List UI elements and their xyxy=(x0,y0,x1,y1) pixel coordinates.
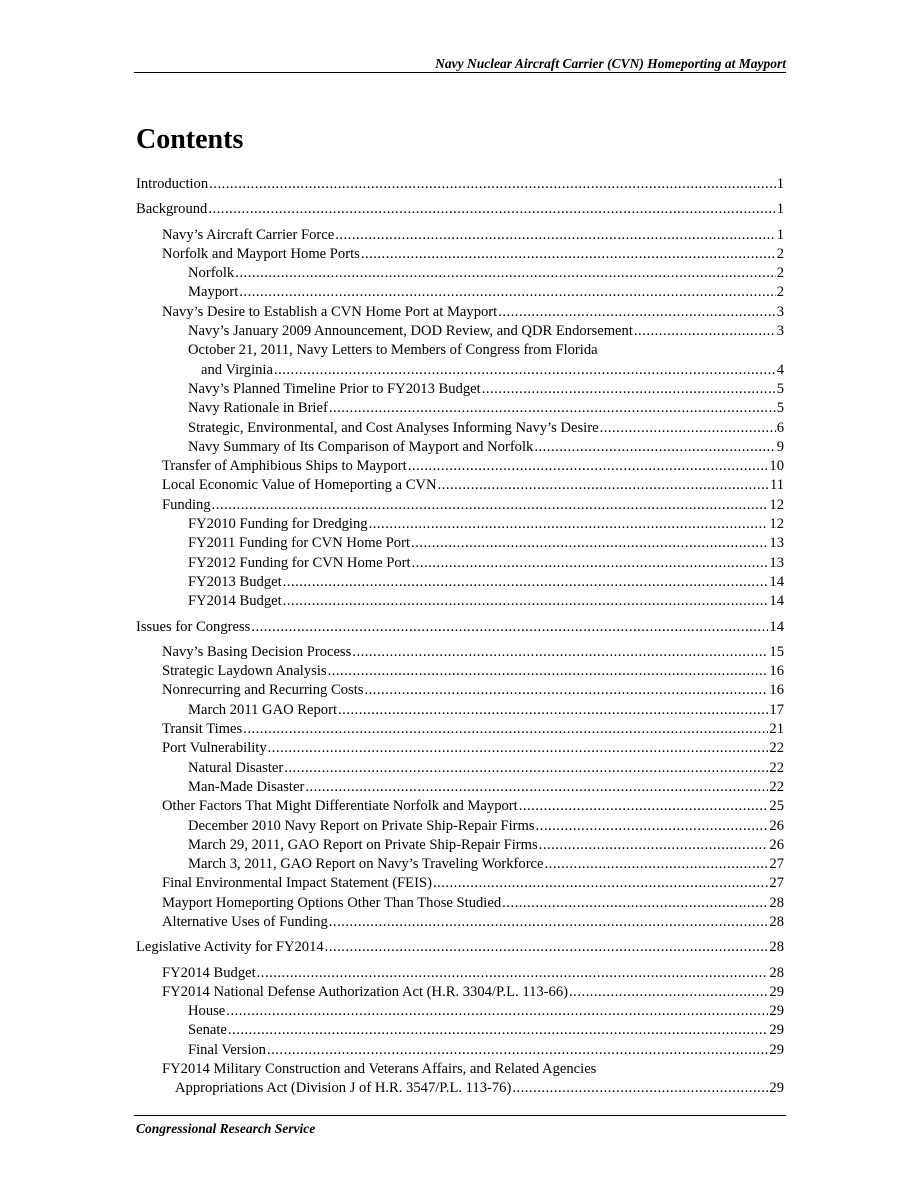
toc-page-number: 14 xyxy=(769,618,784,635)
toc-page-number: 25 xyxy=(769,798,784,815)
dot-leader xyxy=(305,778,768,797)
toc-page-number: 27 xyxy=(769,856,784,873)
dot-leader xyxy=(335,226,775,245)
toc-page-number: 21 xyxy=(769,721,784,738)
toc-entry[interactable] xyxy=(136,618,784,637)
dot-leader xyxy=(545,855,769,874)
toc-entry[interactable] xyxy=(136,817,784,836)
dot-leader xyxy=(274,361,776,380)
toc-page-number: 15 xyxy=(769,643,784,660)
toc-page-number: 6 xyxy=(776,419,784,436)
running-header-title: Navy Nuclear Aircraft Carrier (CVN) Homeporting at Mayport xyxy=(435,56,786,71)
toc-page-number: 22 xyxy=(769,759,784,776)
toc-entry[interactable] xyxy=(136,778,784,797)
toc-entry[interactable] xyxy=(136,303,784,322)
footer-rule xyxy=(134,1115,786,1116)
toc-entry[interactable] xyxy=(136,662,784,681)
dot-leader xyxy=(208,200,775,219)
toc-page-number: 1 xyxy=(776,201,784,218)
toc-page-number: 12 xyxy=(769,496,784,513)
dot-leader xyxy=(569,983,768,1002)
toc-page-number: 4 xyxy=(776,361,784,378)
toc-entry-title: Issues for Congress xyxy=(136,618,251,635)
toc-page-number: 22 xyxy=(769,778,784,795)
toc-page-number: 17 xyxy=(769,701,784,718)
dot-leader xyxy=(534,438,775,457)
toc-entry[interactable] xyxy=(136,938,784,957)
toc-entry[interactable] xyxy=(136,797,784,816)
dot-leader xyxy=(539,836,769,855)
toc-entry[interactable] xyxy=(136,759,784,778)
toc-page-number: 26 xyxy=(769,836,784,853)
toc-entry-title: FY2014 National Defense Authorization Act (H.R. 3304/P.L. 113-66) xyxy=(162,983,569,1000)
toc-entry-title: FY2014 Budget xyxy=(188,593,282,610)
dot-leader xyxy=(364,681,768,700)
toc-entry[interactable] xyxy=(136,496,784,515)
toc-entry-title: Natural Disaster xyxy=(188,759,284,776)
toc-entry-title-line: FY2014 Military Construction and Veterans Affairs, and Related Agencies xyxy=(162,1061,597,1078)
toc-entry-title: Senate xyxy=(188,1022,227,1039)
toc-entry-title: Norfolk xyxy=(188,265,235,282)
dot-leader xyxy=(284,759,768,778)
dot-leader xyxy=(634,322,776,341)
toc-entry-title: Funding xyxy=(162,496,211,513)
toc-page-number: 27 xyxy=(769,875,784,892)
toc-entry-title: Navy’s January 2009 Announcement, DOD Review, and QDR Endorsement xyxy=(188,323,633,340)
toc-entry[interactable] xyxy=(136,554,784,573)
dot-leader xyxy=(412,554,769,573)
toc-entry[interactable] xyxy=(136,283,784,302)
dot-leader xyxy=(512,1079,768,1098)
toc-entry-title: House xyxy=(188,1003,226,1020)
toc-page-number: 2 xyxy=(776,245,784,262)
dot-leader xyxy=(361,245,776,264)
toc-entry[interactable] xyxy=(136,1041,784,1060)
dot-leader xyxy=(502,894,768,913)
toc-entry-title: Transit Times xyxy=(162,721,243,738)
toc-page-number: 28 xyxy=(769,964,784,981)
dot-leader xyxy=(228,1021,769,1040)
toc-entry-title-line: October 21, 2011, Navy Letters to Members of Congress from Florida xyxy=(188,342,598,359)
toc-entry-title: March 2011 GAO Report xyxy=(188,701,338,718)
toc-entry-title: FY2013 Budget xyxy=(188,573,282,590)
toc-entry-title: Background xyxy=(136,201,208,218)
dot-leader xyxy=(226,1002,768,1021)
toc-page-number: 5 xyxy=(776,400,784,417)
toc-entry-title: March 29, 2011, GAO Report on Private Ship-Repair Firms xyxy=(188,836,538,853)
toc-entry[interactable] xyxy=(136,175,784,194)
toc-entry-title: Navy’s Planned Timeline Prior to FY2013 Budget xyxy=(188,380,481,397)
toc-entry-title: Mayport Homeporting Options Other Than Those Studied xyxy=(162,894,502,911)
toc-entry[interactable] xyxy=(136,419,784,438)
dot-leader xyxy=(433,874,768,893)
toc-entry[interactable] xyxy=(136,573,784,592)
toc-entry[interactable] xyxy=(136,1079,784,1098)
dot-leader xyxy=(328,662,769,681)
dot-leader xyxy=(268,739,769,758)
toc-entry[interactable] xyxy=(136,681,784,700)
dot-leader xyxy=(283,573,769,592)
toc-entry-title: Other Factors That Might Differentiate Norfolk and Mayport xyxy=(162,798,518,815)
toc-entry-title: Strategic, Environmental, and Cost Analyses Informing Navy’s Desire xyxy=(188,419,599,436)
page-title: Contents xyxy=(136,124,244,155)
toc-entry[interactable] xyxy=(136,476,784,495)
toc-entry[interactable] xyxy=(136,894,784,913)
toc-entry[interactable] xyxy=(136,200,784,219)
toc-entry-title: Final Version xyxy=(188,1041,266,1058)
dot-leader xyxy=(369,515,769,534)
toc-entry[interactable] xyxy=(136,245,784,264)
toc-page-number: 14 xyxy=(769,593,784,610)
dot-leader xyxy=(408,457,769,476)
dot-leader xyxy=(267,1041,768,1060)
toc-page-number: 28 xyxy=(769,913,784,930)
dot-leader xyxy=(338,701,768,720)
toc-page-number: 29 xyxy=(769,1003,784,1020)
dot-leader xyxy=(209,175,776,194)
dot-leader xyxy=(352,643,768,662)
dot-leader xyxy=(235,264,775,283)
toc-entry-title-continuation: and Virginia xyxy=(201,361,273,378)
dot-leader xyxy=(600,419,776,438)
toc-page-number: 2 xyxy=(776,265,784,282)
toc-page-number: 3 xyxy=(776,303,784,320)
toc-page-number: 10 xyxy=(769,458,784,475)
dot-leader xyxy=(212,496,769,515)
toc-entry-title: Norfolk and Mayport Home Ports xyxy=(162,245,360,262)
dot-leader xyxy=(243,720,768,739)
table-of-contents xyxy=(136,175,784,1099)
toc-page-number: 16 xyxy=(769,682,784,699)
toc-entry[interactable] xyxy=(136,913,784,932)
toc-page-number: 9 xyxy=(776,438,784,455)
dot-leader xyxy=(251,618,768,637)
toc-entry-title: Strategic Laydown Analysis xyxy=(162,663,327,680)
toc-page-number: 29 xyxy=(769,1022,784,1039)
toc-page-number: 28 xyxy=(769,894,784,911)
toc-entry[interactable] xyxy=(136,836,784,855)
toc-entry[interactable] xyxy=(136,534,784,553)
dot-leader xyxy=(519,797,769,816)
toc-entry-title-continuation: Appropriations Act (Division J of H.R. 3547/P.L. 113-76) xyxy=(175,1080,512,1097)
toc-entry-title: FY2010 Funding for Dredging xyxy=(188,516,368,533)
toc-entry[interactable] xyxy=(136,592,784,611)
toc-entry-title: Introduction xyxy=(136,176,209,192)
toc-page-number: 26 xyxy=(769,817,784,834)
toc-page-number: 12 xyxy=(769,516,784,533)
dot-leader xyxy=(257,964,769,983)
toc-entry-title: Final Environmental Impact Statement (FEIS) xyxy=(162,875,432,892)
dot-leader xyxy=(411,534,768,553)
toc-entry-title: Alternative Uses of Funding xyxy=(162,913,328,930)
toc-entry-title: FY2011 Funding for CVN Home Port xyxy=(188,535,411,552)
dot-leader xyxy=(325,938,769,957)
toc-entry-title: Navy’s Aircraft Carrier Force xyxy=(162,226,335,243)
header-rule xyxy=(134,72,786,73)
toc-entry[interactable] xyxy=(136,983,784,1002)
toc-entry-title: Navy’s Desire to Establish a CVN Home Port at Mayport xyxy=(162,303,498,320)
toc-entry[interactable] xyxy=(136,264,784,283)
toc-page-number: 1 xyxy=(776,176,784,192)
toc-entry[interactable] xyxy=(136,1021,784,1040)
toc-page-number: 29 xyxy=(769,1041,784,1058)
toc-page-number: 16 xyxy=(769,663,784,680)
toc-entry[interactable] xyxy=(136,855,784,874)
toc-entry-title: Legislative Activity for FY2014 xyxy=(136,939,324,956)
toc-entry-title: Mayport xyxy=(188,284,239,301)
toc-entry-title: December 2010 Navy Report on Private Ship-Repair Firms xyxy=(188,817,535,834)
toc-entry-title: Navy Rationale in Brief xyxy=(188,400,328,417)
toc-page-number: 11 xyxy=(769,477,784,494)
toc-page-number: 29 xyxy=(769,983,784,1000)
toc-entry[interactable] xyxy=(136,380,784,399)
toc-page-number: 13 xyxy=(769,535,784,552)
toc-page-number: 5 xyxy=(776,380,784,397)
toc-entry-title: Nonrecurring and Recurring Costs xyxy=(162,682,364,699)
toc-entry[interactable] xyxy=(136,739,784,758)
dot-leader xyxy=(239,283,775,302)
dot-leader xyxy=(438,476,769,495)
toc-entry[interactable] xyxy=(136,361,784,380)
toc-entry-title: Navy Summary of Its Comparison of Mayport and Norfolk xyxy=(188,438,534,455)
toc-page-number: 22 xyxy=(769,740,784,757)
toc-entry[interactable] xyxy=(136,720,784,739)
toc-entry[interactable] xyxy=(136,964,784,983)
toc-page-number: 3 xyxy=(776,323,784,340)
toc-entry[interactable] xyxy=(136,515,784,534)
toc-page-number: 14 xyxy=(769,573,784,590)
toc-entry[interactable] xyxy=(136,322,784,341)
dot-leader xyxy=(329,399,776,418)
toc-entry[interactable] xyxy=(136,1002,784,1021)
toc-page-number: 1 xyxy=(776,226,784,243)
dot-leader xyxy=(329,913,769,932)
toc-entry[interactable] xyxy=(136,701,784,720)
toc-entry[interactable] xyxy=(136,643,784,662)
toc-entry-title: March 3, 2011, GAO Report on Navy’s Traveling Workforce xyxy=(188,856,544,873)
toc-entry-title: Man-Made Disaster xyxy=(188,778,305,795)
dot-leader xyxy=(498,303,776,322)
dot-leader xyxy=(482,380,776,399)
toc-page-number: 13 xyxy=(769,554,784,571)
toc-entry-title: FY2014 Budget xyxy=(162,964,256,981)
toc-page-number: 2 xyxy=(776,284,784,301)
toc-entry-title: Port Vulnerability xyxy=(162,740,267,757)
toc-page-number: 29 xyxy=(769,1080,784,1097)
toc-entry[interactable] xyxy=(136,874,784,893)
toc-page-number: 28 xyxy=(769,939,784,956)
dot-leader xyxy=(536,817,769,836)
toc-entry-title: Local Economic Value of Homeporting a CVN xyxy=(162,477,437,494)
dot-leader xyxy=(283,592,769,611)
toc-entry[interactable] xyxy=(136,399,784,418)
toc-entry-title: FY2012 Funding for CVN Home Port xyxy=(188,554,411,571)
toc-entry-title: Navy’s Basing Decision Process xyxy=(162,643,352,660)
toc-entry[interactable] xyxy=(136,457,784,476)
toc-entry[interactable] xyxy=(136,226,784,245)
toc-entry-title: Transfer of Amphibious Ships to Mayport xyxy=(162,458,407,475)
footer-publisher: Congressional Research Service xyxy=(136,1121,316,1136)
toc-entry[interactable] xyxy=(136,438,784,457)
